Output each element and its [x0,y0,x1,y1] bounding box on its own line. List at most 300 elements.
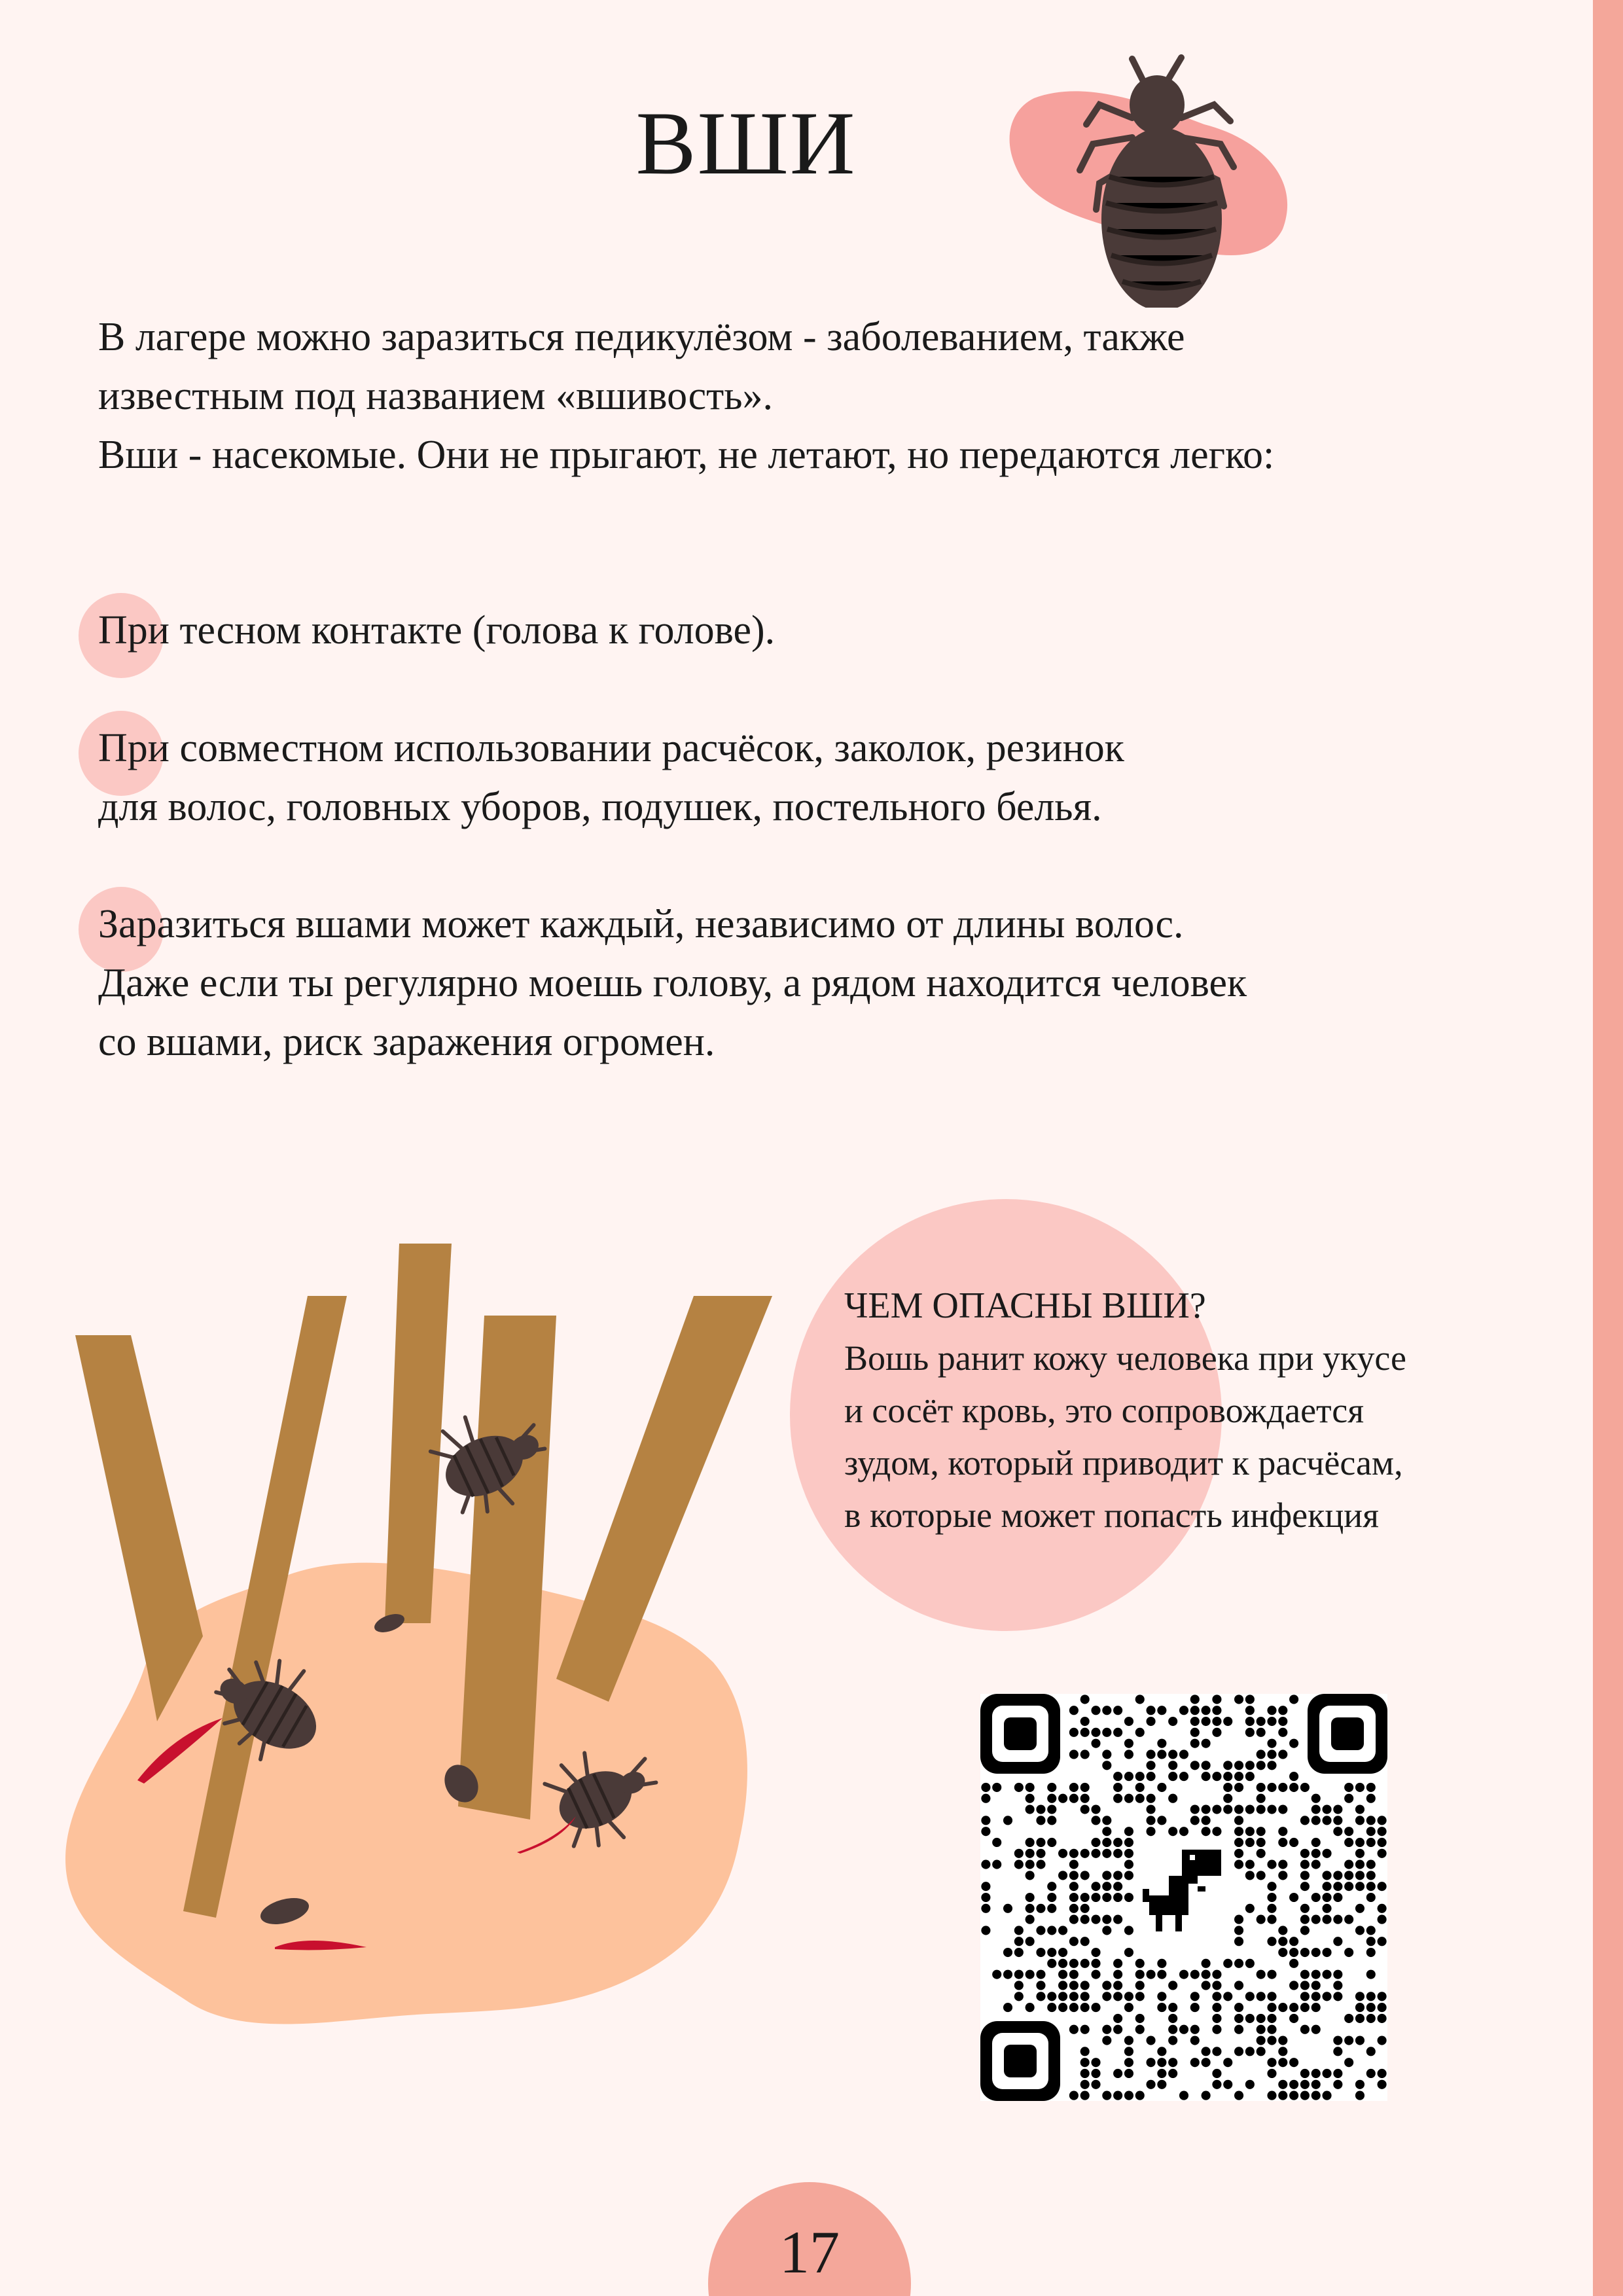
qr-dot [1124,2069,1133,2078]
qr-dot [1179,1706,1188,1715]
qr-dot [1003,1948,1012,1957]
qr-dot [1289,1783,1298,1792]
qr-dot [1355,1783,1364,1792]
qr-dot [1036,1860,1045,1869]
qr-dot [1003,2003,1012,2012]
qr-dot [1135,1783,1145,1792]
bullet-line: При совместном использовании расчёсок, заколок, резинок [98,726,1124,770]
qr-dot [1289,2091,1298,2100]
qr-dot [1366,2014,1376,2023]
qr-dot [1157,1749,1166,1759]
qr-dot [1168,2058,1177,2067]
qr-dot [1091,2003,1100,2012]
bullet-line: Заразиться вшами может каждый, независимо от длины волос. [98,902,1184,946]
qr-dot [1168,1749,1177,1759]
qr-dot [1212,1827,1221,1836]
qr-dot [1102,1849,1111,1858]
qr-dot [1267,1970,1276,1979]
qr-dot [1300,1948,1310,1957]
qr-dot [1300,1816,1310,1825]
qr-dot [1179,1827,1188,1836]
qr-dot [1289,1772,1298,1781]
qr-dot [1190,1804,1200,1814]
qr-dot [1080,1804,1090,1814]
qr-dot [1058,1992,1067,2001]
qr-dot [1366,1882,1376,1891]
qr-dot [1102,1761,1111,1770]
qr-dot [1311,2069,1321,2078]
qr-dot [1333,2080,1342,2089]
qr-dot [1311,2091,1321,2100]
intro-text [98,308,1538,484]
qr-dot [1234,1860,1243,1869]
qr-dot [1257,1849,1266,1858]
qr-dot [1091,1959,1100,1968]
qr-dot [1267,2036,1276,2045]
qr-dot [1267,1706,1276,1715]
qr-dot [1003,1904,1012,1913]
qr-dot [1047,1948,1056,1957]
qr-dot [1069,1728,1079,1737]
qr-dot [1026,1893,1035,1902]
qr-dot [1355,1849,1364,1858]
qr-dot [1355,1838,1364,1847]
info-line: и сосёт кровь, это сопровождается [844,1391,1364,1430]
qr-dot [1223,1783,1232,1792]
qr-dot [1135,1981,1145,1990]
qr-dot [1223,1794,1232,1803]
qr-dot [1289,1937,1298,1946]
qr-dot [1113,1992,1122,2001]
qr-dot [1168,1761,1177,1770]
qr-dot [1366,2047,1376,2056]
qr-dot [1378,1849,1387,1858]
qr-dot [1245,1772,1255,1781]
qr-dot [992,1783,1001,1792]
qr-dot [1047,1992,1056,2001]
qr-dot [1278,1728,1287,1737]
qr-dot [1135,1970,1145,1979]
qr-dot [1257,2014,1266,2023]
qr-dot [1245,1959,1255,1968]
qr-dot [1080,2047,1090,2056]
qr-dot [1179,1772,1188,1781]
qr-dot [1147,1717,1156,1726]
qr-dot [1344,1871,1353,1880]
bullet-anyone-can [98,895,1538,1071]
qr-dot [1212,1981,1221,1990]
qr-dot [1366,1871,1376,1880]
qr-dot [1080,1728,1090,1737]
qr-dot [1124,1926,1133,1935]
qr-dot [1014,1948,1024,1957]
qr-dot [1223,1804,1232,1814]
qr-dot [1366,1794,1376,1803]
qr-dot [1190,2058,1200,2067]
qr-dot [1333,1816,1342,1825]
qr-dot [1135,1772,1145,1781]
qr-dot [1322,1893,1331,1902]
qr-dot [1168,2036,1177,2045]
qr-dot [1202,1816,1211,1825]
qr-dot [1355,1904,1364,1913]
qr-dot [1113,2069,1122,2078]
qr-dot [1212,1728,1221,1737]
qr-dot [1102,1728,1111,1737]
qr-dot [1311,1838,1321,1847]
qr-dot [1026,1860,1035,1869]
qr-dot [1267,2003,1276,2012]
qr-dot [1245,1827,1255,1836]
qr-dot [1257,1783,1266,1792]
qr-dot [1311,1893,1321,1902]
qr-dot [1300,1992,1310,2001]
qr-dot [1124,1838,1133,1847]
qr-dot [1157,2058,1166,2067]
qr-dot [1102,1871,1111,1880]
qr-dot [1344,2036,1353,2045]
qr-dot [1267,1915,1276,1924]
qr-dot [1212,1804,1221,1814]
qr-dot [1245,1717,1255,1726]
qr-dot [1168,1981,1177,1990]
qr-dot [1202,1959,1211,1968]
info-line: в которые может попасть инфекция [844,1496,1379,1535]
qr-dot [1157,2003,1166,2012]
qr-dot [1257,1871,1266,1880]
qr-dot [1212,1717,1221,1726]
qr-dot [1344,1948,1353,1957]
qr-dot [992,1838,1001,1847]
qr-dot [1014,1992,1024,2001]
qr-code[interactable] [980,1694,1387,2101]
qr-dot [1322,1816,1331,1825]
qr-dot [1157,2069,1166,2078]
qr-dot [1069,1992,1079,2001]
qr-dot [1091,1728,1100,1737]
qr-dot [1168,2014,1177,2023]
qr-dot [1202,1761,1211,1770]
qr-dot [1333,1882,1342,1891]
qr-dot [1113,1706,1122,1715]
qr-dot [1113,1728,1122,1737]
qr-dot [1289,1739,1298,1748]
qr-dot [1069,2025,1079,2034]
qr-dot [1289,2080,1298,2089]
qr-dot [1278,1827,1287,1836]
qr-dot [1147,1794,1156,1803]
qr-dot [1026,1871,1035,1880]
qr-dot [1080,2091,1090,2100]
qr-dot [1202,1970,1211,1979]
qr-dot [1234,2091,1243,2100]
qr-dot [1202,2058,1211,2067]
right-accent-bar [1593,0,1623,2296]
qr-dot [1202,1804,1211,1814]
qr-dot [1080,1981,1090,1990]
qr-dot [1257,1761,1266,1770]
qr-dot [1080,1849,1090,1858]
qr-dot [1202,1827,1211,1836]
qr-dot [1091,1893,1100,1902]
qr-dot [1080,1893,1090,1902]
qr-dot [1344,1838,1353,1847]
qr-dot [1147,1816,1156,1825]
qr-dot [981,1893,990,1902]
qr-dot [1257,1749,1266,1759]
qr-dot [1014,1937,1024,1946]
qr-dot [1278,1937,1287,1946]
qr-dot [1366,1838,1376,1847]
qr-dot [1234,1772,1243,1781]
qr-dot [1344,1882,1353,1891]
qr-dot [1091,1804,1100,1814]
qr-dot [1322,1992,1331,2001]
qr-dot [1069,1915,1079,1924]
qr-dot [1333,1804,1342,1814]
qr-dot [1300,1904,1310,1913]
qr-dot [1135,1959,1145,1968]
qr-dot [1257,1717,1266,1726]
qr-dot [1036,1992,1045,2001]
qr-dot [1091,2058,1100,2067]
qr-dot [1047,1804,1056,1814]
qr-dot [1212,2003,1221,2012]
qr-dot [1278,2003,1287,2012]
qr-dot [1333,1915,1342,1924]
qr-dot [1190,1970,1200,1979]
qr-dot [1047,2003,1056,2012]
qr-dot [1069,1937,1079,1946]
qr-dot [1267,1749,1276,1759]
qr-dot [1234,2003,1243,2012]
qr-dot [1278,2047,1287,2056]
qr-dot [981,1827,990,1836]
qr-dot [1102,2036,1111,2045]
qr-dot [1190,1717,1200,1726]
qr-dot [1047,1838,1056,1847]
qr-dot [1333,2036,1342,2045]
qr-dot [1267,2014,1276,2023]
qr-dot [1212,2080,1221,2089]
qr-dot [1366,2003,1376,2012]
qr-dot [1124,1992,1133,2001]
qr-dot [1080,1992,1090,2001]
qr-dot [1223,2080,1232,2089]
bullet-line: При тесном контакте (голова к голове). [98,608,776,653]
qr-dot [1355,2036,1364,2045]
qr-dot [1378,1937,1387,1946]
qr-dot [1080,1717,1090,1726]
qr-dot [981,1926,990,1935]
qr-dot [1267,2091,1276,2100]
qr-dot [992,1860,1001,1869]
qr-dot [1113,1849,1122,1858]
qr-dot [1113,2025,1122,2034]
qr-dot [1113,1783,1122,1792]
qr-dot [1344,1827,1353,1836]
qr-dot [1378,1915,1387,1924]
qr-dot [1267,1717,1276,1726]
qr-dot [1102,1827,1111,1836]
qr-dot [1289,1695,1298,1704]
qr-dot [1212,1706,1221,1715]
qr-dot [1157,1706,1166,1715]
qr-dot [1366,1816,1376,1825]
qr-dot [1267,1860,1276,1869]
qr-dot [1080,2058,1090,2067]
qr-dot [1091,2080,1100,2089]
qr-dot [1135,1794,1145,1803]
qr-dot [1257,1992,1266,2001]
qr-dot [1091,1838,1100,1847]
qr-dot [1080,1794,1090,1803]
qr-dot [1344,2014,1353,2023]
qr-dot [1355,1804,1364,1814]
qr-dot [1147,1749,1156,1759]
qr-dot [1157,2080,1166,2089]
qr-dot [1091,1948,1100,1957]
qr-dot [1223,1992,1232,2001]
qr-dot [1234,1827,1243,1836]
qr-dot [1124,2036,1133,2045]
qr-dot [1322,1904,1331,1913]
qr-dot [1300,2025,1310,2034]
qr-dot [1069,1749,1079,1759]
qr-dot [1113,1981,1122,1990]
qr-dot [1378,2014,1387,2023]
qr-dot [1289,2003,1298,2012]
qr-dot [1047,1959,1056,1968]
qr-dot [1267,2025,1276,2034]
qr-dot [1289,2058,1298,2067]
qr-dot [1311,1860,1321,1869]
qr-dot [1190,1739,1200,1748]
qr-dot [1147,1827,1156,1836]
qr-dot [1223,1761,1232,1770]
qr-dot [1300,1860,1310,1869]
qr-dot [1091,1882,1100,1891]
qr-dot [1355,1882,1364,1891]
qr-dot [1234,2025,1243,2034]
qr-dot [1036,1838,1045,1847]
qr-dot [1378,2003,1387,2012]
qr-dot [1102,1816,1111,1825]
qr-dot [1355,2091,1364,2100]
qr-dot [1202,1981,1211,1990]
qr-dot [1113,1893,1122,1902]
qr-dot [1168,2003,1177,2012]
bullet-close-contact [98,601,1538,660]
qr-dot [1212,1695,1221,1704]
qr-dot [1311,2080,1321,2089]
qr-dot [1080,1915,1090,1924]
qr-dot [1069,1970,1079,1979]
qr-dot [1102,1915,1111,1924]
qr-dot [1026,1838,1035,1847]
qr-dot [1322,1882,1331,1891]
qr-dot [1102,1706,1111,1715]
qr-dot [1245,1804,1255,1814]
qr-dot [1245,1992,1255,2001]
qr-dot [1069,1904,1079,1913]
qr-dot [1058,2003,1067,2012]
qr-dot [1289,2014,1298,2023]
qr-dot [1190,1728,1200,1737]
qr-dot [1026,1804,1035,1814]
qr-dot [1190,2003,1200,2012]
qr-dot [1190,2025,1200,2034]
qr-dot [1366,1783,1376,1792]
qr-dot [1069,1706,1079,1715]
qr-dot [1058,1794,1067,1803]
qr-dot [1124,1849,1133,1858]
qr-dot [1124,2003,1133,2012]
qr-dot [1278,1926,1287,1935]
qr-dot [1190,1706,1200,1715]
qr-dot [1366,1860,1376,1869]
qr-dot [1190,1761,1200,1770]
qr-dot [1300,1871,1310,1880]
qr-dot [1026,1915,1035,1924]
qr-dot [1300,1981,1310,1990]
qr-dot [1179,2025,1188,2034]
qr-dot [1047,1816,1056,1825]
qr-dot [1311,2003,1321,2012]
qr-dot [1245,1838,1255,1847]
qr-dot [1080,1871,1090,1880]
qr-dot [1147,1761,1156,1770]
qr-dot [1333,2047,1342,2056]
qr-dot [1124,1739,1133,1748]
qr-dot [1355,2080,1364,2089]
qr-dot [1014,1860,1024,1869]
qr-dot [1080,2080,1090,2089]
qr-dot [1157,1783,1166,1792]
qr-dot [1278,2058,1287,2067]
qr-dot [1069,1981,1079,1990]
intro-line: В лагере можно заразиться педикулёзом - заболеванием, также [98,315,1185,359]
dino-icon [1143,1850,1221,1931]
qr-dot [981,1816,990,1825]
qr-dot [1257,1804,1266,1814]
qr-dot [1311,1849,1321,1858]
qr-dot [1157,1816,1166,1825]
qr-dot [1058,1970,1067,1979]
qr-dot [1047,1904,1056,1913]
qr-dot [1212,2025,1221,2034]
qr-dot [1113,1838,1122,1847]
qr-dot [1223,1772,1232,1781]
page-title: ВШИ [635,93,857,193]
qr-dot [1234,1959,1243,1968]
qr-dot [1047,1893,1056,1902]
qr-dot [1234,1849,1243,1858]
qr-dot [1124,1827,1133,1836]
qr-dot [981,1882,990,1891]
qr-dot [1124,2091,1133,2100]
qr-dot [1069,2091,1079,2100]
qr-dot [1366,1937,1376,1946]
qr-dot [1234,1915,1243,1924]
qr-dot [1102,1749,1111,1759]
qr-dot [1212,2069,1221,2078]
qr-dot [1202,2091,1211,2100]
qr-dot [1091,1739,1100,1748]
qr-dot [1333,1893,1342,1902]
qr-dot [1168,1827,1177,1836]
qr-dot [1289,1981,1298,1990]
